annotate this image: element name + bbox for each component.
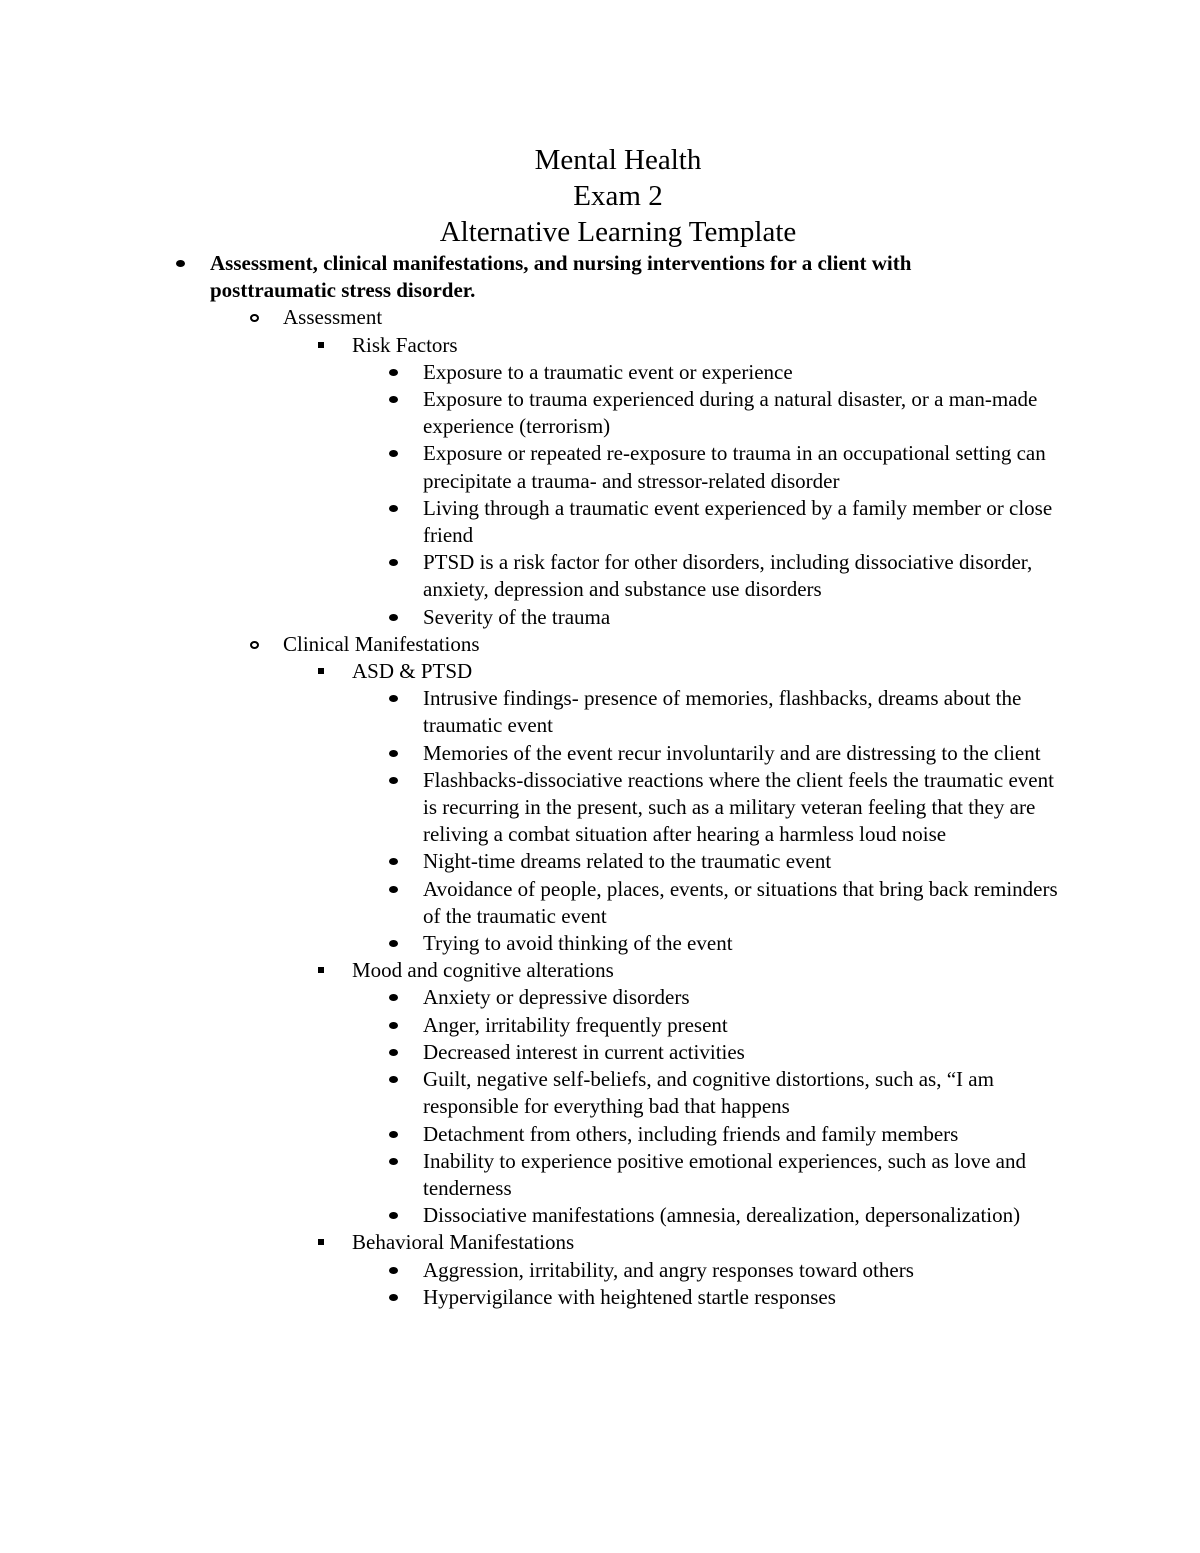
outline-item-level3 — [0, 359, 1200, 386]
bullet-dot-icon — [387, 604, 401, 631]
outline-item-level3 — [0, 767, 1200, 849]
outline-item-text: Exposure to trauma experienced during a natural disaster, or a man-made experience (terrorism) — [423, 387, 1038, 439]
outline-item-level3 — [0, 1148, 1200, 1202]
document-title — [0, 142, 1200, 250]
outline-item-text: Living through a traumatic event experienced by a family member or close friend — [423, 495, 1053, 548]
bullet-dot-icon — [387, 1284, 401, 1311]
outline-item-level3 — [0, 1202, 1200, 1229]
outline-item-level3 — [0, 1012, 1200, 1039]
outline-list — [0, 250, 1200, 1311]
outline-item-text: Hypervigilance with heightened startle responses — [423, 1284, 836, 1309]
outline-item-level3 — [0, 1121, 1200, 1148]
outline-item-level2 — [0, 332, 1200, 359]
outline-item-level3 — [0, 1039, 1200, 1066]
outline-item-text: Exposure or repeated re-exposure to trauma in an occupational setting can precipitate a trauma- and stressor-related disorder — [423, 441, 1046, 493]
outline-item-text: Inability to experience positive emotional experiences, such as love and tenderness — [423, 1148, 1026, 1200]
bullet-dot-icon — [387, 1039, 401, 1066]
bullet-dot-icon — [387, 930, 401, 957]
outline-item-text: Night-time dreams related to the traumatic event — [423, 849, 832, 874]
outline-item-text: Decreased interest in current activities — [423, 1039, 745, 1064]
bullet-dot-icon — [387, 848, 401, 875]
outline-item-text: Assessment, clinical manifestations, and nursing interventions for a client with posttraumatic stress disorder. — [210, 251, 912, 303]
bullet-square-icon — [316, 332, 330, 359]
outline-item-text: ASD & PTSD — [352, 659, 473, 684]
outline-item-level2 — [0, 1229, 1200, 1256]
outline-item-level3 — [0, 984, 1200, 1011]
bullet-dot-icon — [387, 1012, 401, 1039]
bullet-dot-icon — [387, 767, 401, 794]
outline-item-level1 — [0, 631, 1200, 658]
outline-item-text: Anxiety or depressive disorders — [423, 985, 690, 1010]
bullet-dot-icon — [387, 359, 401, 386]
bullet-dot-icon — [387, 549, 401, 576]
outline-item-level3 — [0, 848, 1200, 875]
outline-item-level3 — [0, 495, 1200, 549]
bullet-square-icon — [316, 1229, 330, 1256]
bullet-square-icon — [316, 658, 330, 685]
outline-item-level3 — [0, 604, 1200, 631]
outline-item-text: Assessment — [283, 305, 383, 330]
outline-item-text: Aggression, irritability, and angry responses toward others — [423, 1257, 914, 1282]
outline-item-level3 — [0, 386, 1200, 440]
outline-item-text: Detachment from others, including friends and family members — [423, 1121, 959, 1146]
bullet-dot-icon — [387, 1066, 401, 1093]
outline-item-text: Anger, irritability frequently present — [423, 1012, 728, 1037]
outline-item-level3 — [0, 685, 1200, 739]
outline-item-level3 — [0, 440, 1200, 494]
outline-item-text: Behavioral Manifestations — [352, 1230, 575, 1255]
outline-item-text: Flashbacks-dissociative reactions where the client feels the traumatic event is recurring in the present, such as a military veteran feeling that they are reliving a combat situation after hearing a harmless loud noise — [423, 767, 1054, 847]
outline-item-level2 — [0, 658, 1200, 685]
outline-item-text: Mood and cognitive alterations — [352, 958, 614, 983]
bullet-dot-icon — [387, 386, 401, 413]
outline-item-text: Intrusive findings- presence of memories, flashbacks, dreams about the traumatic event — [423, 686, 1022, 738]
title-line-exam: Exam 2 — [573, 180, 663, 212]
bullet-dot-icon — [387, 495, 401, 522]
bullet-dot-icon — [387, 1257, 401, 1284]
bullet-ring-icon — [248, 631, 262, 658]
outline-item-level2 — [0, 957, 1200, 984]
outline-item-text: Clinical Manifestations — [283, 631, 480, 656]
title-line-template: Alternative Learning Template — [439, 216, 797, 248]
bullet-dot-icon — [387, 740, 401, 767]
outline-item-level3 — [0, 1257, 1200, 1284]
outline-item-level1 — [0, 304, 1200, 331]
bullet-dot-icon — [387, 440, 401, 467]
bullet-dot-icon — [387, 1202, 401, 1229]
bullet-dot-icon — [387, 685, 401, 712]
bullet-dot-icon — [387, 984, 401, 1011]
outline-item-level3 — [0, 549, 1200, 603]
outline-item-text: Dissociative manifestations (amnesia, derealization, depersonalization) — [423, 1203, 1021, 1228]
outline-item-level3 — [0, 1066, 1200, 1120]
outline-item-text: Trying to avoid thinking of the event — [423, 931, 733, 956]
outline-item-level0 — [0, 250, 1200, 304]
title-line-subject: Mental Health — [534, 144, 702, 176]
bullet-square-icon — [316, 957, 330, 984]
outline-item-text: Memories of the event recur involuntarily and are distressing to the client — [423, 740, 1041, 765]
bullet-dot-icon — [387, 1121, 401, 1148]
bullet-ring-icon — [248, 304, 262, 331]
outline-item-level3 — [0, 930, 1200, 957]
bullet-dot-icon — [387, 1148, 401, 1175]
bullet-dot-icon — [387, 876, 401, 903]
outline-item-level3 — [0, 740, 1200, 767]
outline-item-text: PTSD is a risk factor for other disorders, including dissociative disorder, anxiety, depression and substance use disorders — [423, 550, 1033, 602]
bullet-dot-icon — [174, 250, 188, 277]
outline-item-text: Risk Factors — [352, 332, 458, 357]
outline-item-text: Severity of the trauma — [423, 604, 611, 629]
outline-item-text: Exposure to a traumatic event or experience — [423, 359, 793, 384]
outline-item-text: Avoidance of people, places, events, or situations that bring back reminders of the traumatic event — [423, 876, 1058, 928]
outline-item-level3 — [0, 876, 1200, 930]
outline-item-level3 — [0, 1284, 1200, 1311]
outline-item-text: Guilt, negative self-beliefs, and cognitive distortions, such as, “I am responsible for everything bad that happens — [423, 1067, 994, 1119]
